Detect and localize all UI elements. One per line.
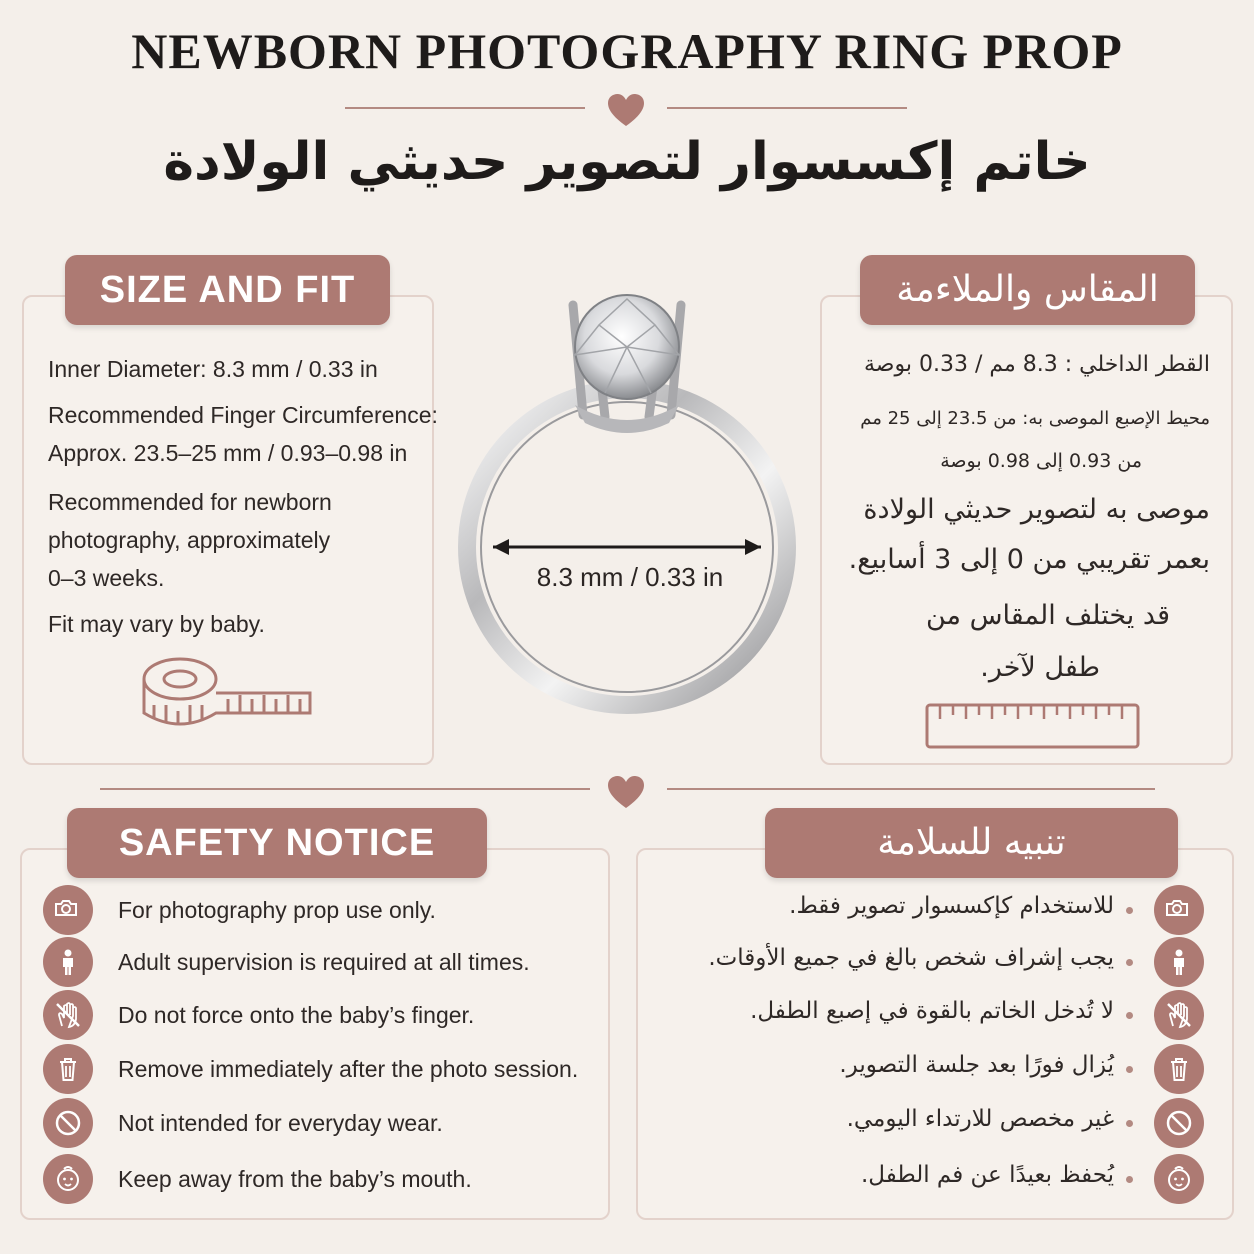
adult-icon (1154, 937, 1204, 987)
page-title-arabic: خاتم إكسسوار لتصوير حديثي الولادة (163, 132, 1091, 192)
fit-note-line-1-arabic: قد يختلف المقاس من (925, 600, 1170, 631)
safety-item-text-arabic: يُحفظ بعيدًا عن فم الطفل. (860, 1162, 1114, 1188)
recommend-line-2: photography, approximately (48, 527, 331, 553)
circumference-value: Approx. 23.5–25 mm / 0.93–0.98 in (48, 440, 408, 466)
fit-note: Fit may vary by baby. (48, 611, 265, 637)
safety-item-text-arabic: لا تُدخل الخاتم بالقوة في إصبع الطفل. (750, 998, 1114, 1024)
safety-item-text: Not intended for everyday wear. (118, 1110, 443, 1136)
ruler-icon (925, 703, 1140, 749)
bullet-dot (1126, 1120, 1133, 1127)
fit-note-line-2-arabic: طفل لآخر. (980, 652, 1100, 683)
recommend-line-2-arabic: بعمر تقريبي من 0 إلى 3 أسابيع. (848, 544, 1210, 575)
inner-diameter-text-arabic: القطر الداخلي : 8.3 مم / 0.33 بوصة (864, 352, 1210, 377)
divider (345, 107, 585, 109)
circumference-line-2-arabic: من 0.93 إلى 0.98 بوصة (940, 450, 1142, 472)
size-fit-header: SIZE AND FIT (65, 255, 390, 325)
ring-measurement-label: 8.3 mm / 0.33 in (536, 562, 724, 592)
recommend-line-3: 0–3 weeks. (48, 565, 165, 591)
circumference-line-1-arabic: محيط الإصبع الموصى به: من 23.5 إلى 25 مم (860, 408, 1210, 429)
bullet-dot (1126, 907, 1133, 914)
prohibited-icon (43, 1098, 93, 1148)
recommend-line-1-arabic: موصى به لتصوير حديثي الولادة (863, 494, 1210, 525)
heart-icon (606, 92, 646, 128)
bullet-dot (1126, 1176, 1133, 1183)
safety-item-text-arabic: للاستخدام كإكسسوار تصوير فقط. (789, 893, 1114, 919)
ring-illustration (455, 285, 800, 725)
no-hand-icon (1154, 990, 1204, 1040)
safety-header-arabic: تنبيه للسلامة (765, 808, 1178, 878)
baby-face-icon (1154, 1154, 1204, 1204)
page-title: NEWBORN PHOTOGRAPHY RING PROP (131, 23, 1123, 79)
camera-icon (43, 885, 93, 935)
circumference-label: Recommended Finger Circumference: (48, 402, 438, 428)
inner-diameter-text: Inner Diameter: 8.3 mm / 0.33 in (48, 356, 378, 382)
safety-item-text: For photography prop use only. (118, 897, 436, 923)
trash-icon (1154, 1044, 1204, 1094)
heart-icon (606, 774, 646, 810)
camera-icon (1154, 885, 1204, 935)
safety-item-text-arabic: يجب إشراف شخص بالغ في جميع الأوقات. (708, 945, 1114, 971)
adult-icon (43, 937, 93, 987)
bullet-dot (1126, 1066, 1133, 1073)
bullet-dot (1126, 1012, 1133, 1019)
size-fit-header-arabic: المقاس والملاءمة (860, 255, 1195, 325)
safety-item-text: Keep away from the baby’s mouth. (118, 1166, 472, 1192)
trash-icon (43, 1044, 93, 1094)
divider (667, 788, 1155, 790)
safety-item-text-arabic: غير مخصص للارتداء اليومي. (846, 1106, 1114, 1132)
divider (667, 107, 907, 109)
safety-item-text: Remove immediately after the photo session. (118, 1056, 579, 1082)
safety-header: SAFETY NOTICE (67, 808, 487, 878)
safety-item-text: Do not force onto the baby’s finger. (118, 1002, 475, 1028)
measuring-tape-icon (140, 655, 320, 735)
divider (100, 788, 590, 790)
bullet-dot (1126, 959, 1133, 966)
safety-item-text: Adult supervision is required at all times. (118, 949, 530, 975)
recommend-line-1: Recommended for newborn (48, 489, 332, 515)
prohibited-icon (1154, 1098, 1204, 1148)
safety-item-text-arabic: يُزال فورًا بعد جلسة التصوير. (839, 1052, 1114, 1078)
no-hand-icon (43, 990, 93, 1040)
baby-face-icon (43, 1154, 93, 1204)
